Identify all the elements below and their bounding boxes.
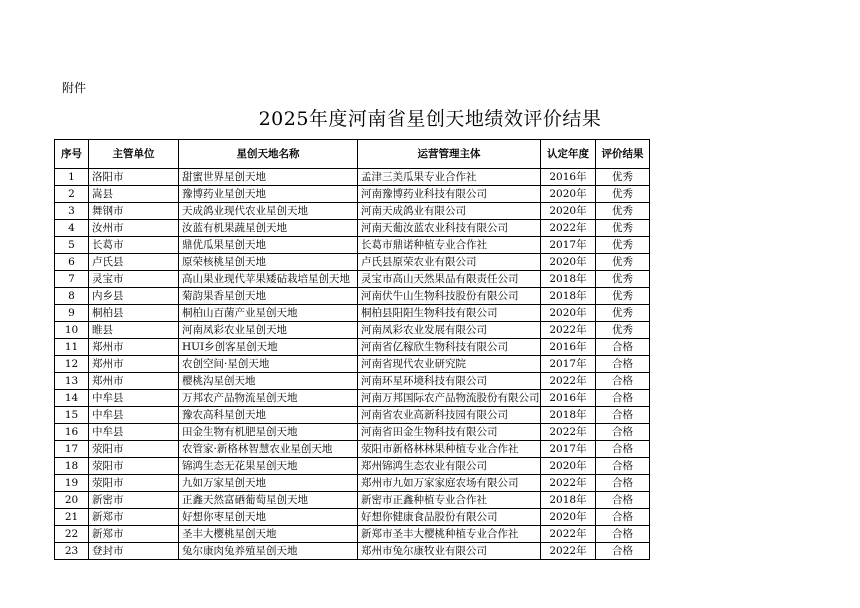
cell-authority: 郑州市 [89,339,179,356]
cell-operator: 新密市正鑫种植专业合作社 [358,492,541,509]
table-row [55,509,650,526]
cell-year: 2020年 [541,203,596,220]
cell-authority: 内乡县 [89,288,179,305]
table-body [55,169,650,560]
cell-index: 22 [55,526,89,543]
cell-operator: 卢氏县原荣农业有限公司 [358,254,541,271]
table-row [55,220,650,237]
cell-name: 圣丰大樱桃星创天地 [179,526,358,543]
cell-result: 合格 [596,339,650,356]
cell-name: 兔尔康肉兔养殖星创天地 [179,543,358,560]
cell-authority: 舞钢市 [89,203,179,220]
cell-index: 3 [55,203,89,220]
cell-operator: 桐柏县阳阳生物科技有限公司 [358,305,541,322]
cell-authority: 嵩县 [89,186,179,203]
cell-operator: 郑州市兔尔康牧业有限公司 [358,543,541,560]
cell-authority: 睢县 [89,322,179,339]
table-row [55,271,650,288]
cell-authority: 中牟县 [89,407,179,424]
header-index: 序号 [55,140,89,169]
cell-index: 15 [55,407,89,424]
cell-year: 2022年 [541,424,596,441]
cell-operator: 河南环星环境科技有限公司 [358,373,541,390]
cell-year: 2016年 [541,169,596,186]
cell-year: 2020年 [541,458,596,475]
table-row [55,543,650,560]
cell-name: 九如万家星创天地 [179,475,358,492]
cell-name: 甜蜜世界星创天地 [179,169,358,186]
cell-year: 2017年 [541,441,596,458]
header-name: 星创天地名称 [179,140,358,169]
cell-index: 10 [55,322,89,339]
cell-authority: 卢氏县 [89,254,179,271]
table-row [55,356,650,373]
cell-year: 2020年 [541,305,596,322]
cell-authority: 新密市 [89,492,179,509]
cell-result: 合格 [596,509,650,526]
cell-result: 合格 [596,407,650,424]
cell-year: 2022年 [541,373,596,390]
cell-result: 优秀 [596,305,650,322]
cell-result: 合格 [596,526,650,543]
cell-name: 田金生物有机肥星创天地 [179,424,358,441]
cell-result: 合格 [596,356,650,373]
cell-year: 2018年 [541,288,596,305]
cell-operator: 河南省农业高新科技园有限公司 [358,407,541,424]
cell-name: 鼎优瓜果星创天地 [179,237,358,254]
cell-year: 2018年 [541,271,596,288]
cell-index: 6 [55,254,89,271]
cell-authority: 新郑市 [89,526,179,543]
cell-operator: 河南省亿稼欣生物科技有限公司 [358,339,541,356]
cell-operator: 河南豫博药业科技有限公司 [358,186,541,203]
cell-authority: 荥阳市 [89,475,179,492]
cell-result: 合格 [596,458,650,475]
cell-year: 2022年 [541,543,596,560]
page-title: 2025年度河南省星创天地绩效评价结果 [258,108,602,130]
cell-name: 豫博药业星创天地 [179,186,358,203]
table-row [55,305,650,322]
cell-operator: 孟津三美瓜果专业合作社 [358,169,541,186]
cell-result: 合格 [596,475,650,492]
evaluation-table [54,139,650,560]
cell-index: 21 [55,509,89,526]
header-year: 认定年度 [541,140,596,169]
cell-index: 19 [55,475,89,492]
table-row [55,458,650,475]
cell-name: 好想你枣星创天地 [179,509,358,526]
cell-index: 7 [55,271,89,288]
cell-authority: 荥阳市 [89,441,179,458]
cell-year: 2020年 [541,254,596,271]
cell-index: 18 [55,458,89,475]
attachment-label: 附件 [62,81,87,95]
table-row [55,390,650,407]
cell-year: 2018年 [541,492,596,509]
cell-index: 13 [55,373,89,390]
cell-index: 16 [55,424,89,441]
table-row [55,475,650,492]
cell-year: 2016年 [541,390,596,407]
cell-index: 14 [55,390,89,407]
cell-name: 河南凤彩农业星创天地 [179,322,358,339]
cell-index: 8 [55,288,89,305]
cell-index: 9 [55,305,89,322]
cell-year: 2020年 [541,509,596,526]
cell-year: 2022年 [541,526,596,543]
cell-authority: 中牟县 [89,390,179,407]
table-row [55,169,650,186]
cell-index: 1 [55,169,89,186]
cell-name: 锦鸿生态无花果星创天地 [179,458,358,475]
cell-operator: 荥阳市新格林林果种植专业合作社 [358,441,541,458]
cell-result: 优秀 [596,237,650,254]
cell-operator: 好想你健康食品股份有限公司 [358,509,541,526]
cell-operator: 河南凤彩农业发展有限公司 [358,322,541,339]
cell-index: 20 [55,492,89,509]
cell-authority: 郑州市 [89,356,179,373]
table-row [55,526,650,543]
cell-operator: 郑州市九如万家家庭农场有限公司 [358,475,541,492]
cell-operator: 河南省田金生物科技有限公司 [358,424,541,441]
cell-result: 优秀 [596,220,650,237]
table-row [55,203,650,220]
cell-year: 2022年 [541,220,596,237]
cell-name: 原荣核桃星创天地 [179,254,358,271]
cell-year: 2018年 [541,407,596,424]
cell-result: 合格 [596,492,650,509]
cell-operator: 灵宝市高山天然果品有限责任公司 [358,271,541,288]
cell-operator: 新郑市圣丰大樱桃种植专业合作社 [358,526,541,543]
cell-operator: 郑州锦鸿生态农业有限公司 [358,458,541,475]
cell-name: 农创空间·星创天地 [179,356,358,373]
cell-result: 优秀 [596,271,650,288]
cell-operator: 河南万邦国际农产品物流股份有限公司 [358,390,541,407]
cell-result: 合格 [596,441,650,458]
table-row [55,424,650,441]
cell-authority: 长葛市 [89,237,179,254]
cell-result: 合格 [596,390,650,407]
cell-year: 2022年 [541,322,596,339]
cell-name: 桐柏山百菌产业星创天地 [179,305,358,322]
cell-name: HUI乡创客星创天地 [179,339,358,356]
table-row [55,492,650,509]
header-operator: 运营管理主体 [358,140,541,169]
cell-year: 2017年 [541,237,596,254]
cell-operator: 河南天葡汝蓝农业科技有限公司 [358,220,541,237]
table-row [55,322,650,339]
cell-name: 农管家·新格林智慧农业星创天地 [179,441,358,458]
cell-index: 23 [55,543,89,560]
cell-name: 正鑫天然富硒葡萄星创天地 [179,492,358,509]
cell-index: 5 [55,237,89,254]
cell-operator: 河南天成鸽业有限公司 [358,203,541,220]
cell-authority: 登封市 [89,543,179,560]
cell-authority: 荥阳市 [89,458,179,475]
table-row [55,237,650,254]
cell-name: 天成鸽业现代农业星创天地 [179,203,358,220]
cell-year: 2022年 [541,475,596,492]
cell-authority: 汝州市 [89,220,179,237]
cell-year: 2020年 [541,186,596,203]
cell-index: 11 [55,339,89,356]
cell-name: 万邦农产品物流星创天地 [179,390,358,407]
table-row [55,339,650,356]
cell-index: 4 [55,220,89,237]
cell-authority: 中牟县 [89,424,179,441]
cell-result: 合格 [596,373,650,390]
cell-index: 17 [55,441,89,458]
cell-result: 优秀 [596,288,650,305]
table-row [55,373,650,390]
cell-result: 优秀 [596,322,650,339]
cell-result: 优秀 [596,186,650,203]
cell-name: 汝蓝有机果蔬星创天地 [179,220,358,237]
cell-result: 优秀 [596,254,650,271]
cell-year: 2016年 [541,339,596,356]
cell-index: 2 [55,186,89,203]
cell-result: 合格 [596,543,650,560]
table-row [55,441,650,458]
cell-result: 优秀 [596,169,650,186]
cell-authority: 灵宝市 [89,271,179,288]
cell-index: 12 [55,356,89,373]
table-header-row [55,140,650,169]
cell-operator: 河南伏牛山生物科技股份有限公司 [358,288,541,305]
cell-name: 菊韵果香星创天地 [179,288,358,305]
cell-authority: 洛阳市 [89,169,179,186]
cell-operator: 河南省现代农业研究院 [358,356,541,373]
cell-authority: 郑州市 [89,373,179,390]
cell-year: 2017年 [541,356,596,373]
cell-name: 豫农高科星创天地 [179,407,358,424]
cell-authority: 新郑市 [89,509,179,526]
table-row [55,407,650,424]
table-row [55,186,650,203]
cell-name: 高山果业现代苹果矮砧栽培星创天地 [179,271,358,288]
table-row [55,288,650,305]
cell-operator: 长葛市鼎诺种植专业合作社 [358,237,541,254]
cell-name: 樱桃沟星创天地 [179,373,358,390]
cell-authority: 桐柏县 [89,305,179,322]
header-result: 评价结果 [596,140,650,169]
table-row [55,254,650,271]
cell-result: 优秀 [596,203,650,220]
cell-result: 合格 [596,424,650,441]
header-authority: 主管单位 [89,140,179,169]
